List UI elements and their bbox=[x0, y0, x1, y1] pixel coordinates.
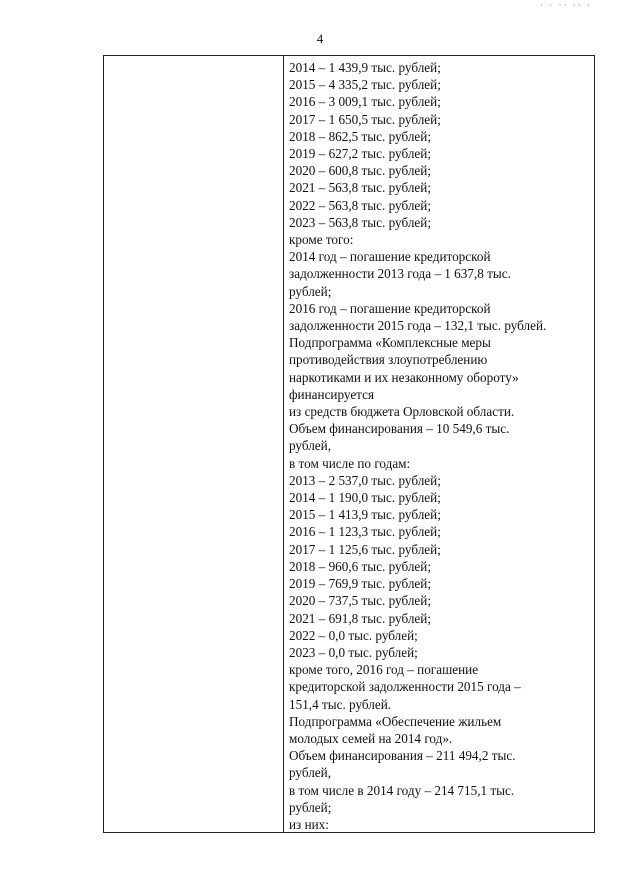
text-line: противодействия злоупотреблению bbox=[289, 352, 488, 368]
text-line: 2019 – 627,2 тыс. рублей; bbox=[289, 146, 431, 162]
text-line: 2021 – 691,8 тыс. рублей; bbox=[289, 610, 431, 626]
text-line: Подпрограмма «Обеспечение жильем bbox=[289, 713, 502, 729]
text-line: кроме того: bbox=[289, 232, 354, 248]
text-line: 2014 год – погашение кредиторской bbox=[289, 249, 491, 265]
text-line: задолженности 2013 года – 1 637,8 тыс. bbox=[289, 266, 511, 282]
text-line: рублей, bbox=[289, 765, 332, 781]
text-line: 2018 – 862,5 тыс. рублей; bbox=[289, 128, 431, 144]
text-line: 2023 – 0,0 тыс. рублей; bbox=[289, 644, 418, 660]
text-line: 2014 – 1 439,9 тыс. рублей; bbox=[289, 60, 441, 75]
text-line: 2015 – 1 413,9 тыс. рублей; bbox=[289, 507, 441, 523]
text-line: 2023 – 563,8 тыс. рублей; bbox=[289, 214, 431, 230]
text-line: 2017 – 1 125,6 тыс. рублей; bbox=[289, 541, 441, 557]
corner-mark: · · ·· ·· · bbox=[540, 0, 592, 10]
text-line: из средств бюджета Орловской области. bbox=[289, 404, 515, 420]
text-line: кредиторской задолженности 2015 года – bbox=[289, 679, 521, 695]
text-line: задолженности 2015 года – 132,1 тыс. рублей. bbox=[289, 318, 547, 334]
text-line: рублей, bbox=[289, 438, 332, 454]
text-line: Подпрограмма «Комплексные меры bbox=[289, 335, 491, 351]
text-line: 2018 – 960,6 тыс. рублей; bbox=[289, 558, 431, 574]
text-line: 2016 год – погашение кредиторской bbox=[289, 300, 491, 316]
text-line: из них: bbox=[289, 816, 329, 832]
text-line: 2020 – 737,5 тыс. рублей; bbox=[289, 593, 431, 609]
text-line: 2016 – 1 123,3 тыс. рублей; bbox=[289, 524, 441, 540]
text-line: 2016 – 3 009,1 тыс. рублей; bbox=[289, 94, 441, 110]
text-line: 2017 – 1 650,5 тыс. рублей; bbox=[289, 111, 441, 127]
text-line: наркотиками и их незаконному обороту» bbox=[289, 369, 519, 385]
text-line: 2022 – 563,8 тыс. рублей; bbox=[289, 197, 431, 213]
text-line: рублей; bbox=[289, 799, 332, 815]
text-line: 2019 – 769,9 тыс. рублей; bbox=[289, 576, 431, 592]
text-line: в том числе в 2014 году – 214 715,1 тыс. bbox=[289, 782, 515, 798]
text-line: 151,4 тыс. рублей. bbox=[289, 696, 392, 712]
text-line: Объем финансирования – 211 494,2 тыс. bbox=[289, 748, 516, 764]
text-line: 2013 – 2 537,0 тыс. рублей; bbox=[289, 472, 441, 488]
text-line: Объем финансирования – 10 549,6 тыс. bbox=[289, 421, 510, 437]
text-line: 2020 – 600,8 тыс. рублей; bbox=[289, 163, 431, 179]
text-line: 2022 – 0,0 тыс. рублей; bbox=[289, 627, 418, 643]
column-divider bbox=[283, 56, 284, 832]
page-number: 4 bbox=[316, 31, 324, 46]
text-line: рублей; bbox=[289, 283, 332, 299]
text-line: кроме того, 2016 год – погашение bbox=[289, 662, 479, 678]
text-line: молодых семей на 2014 год». bbox=[289, 730, 453, 746]
text-line: 2021 – 563,8 тыс. рублей; bbox=[289, 180, 431, 196]
document-table bbox=[103, 55, 595, 833]
text-line: 2015 – 4 335,2 тыс. рублей; bbox=[289, 77, 441, 93]
funding-text-cell bbox=[289, 59, 594, 833]
text-line: 2014 – 1 190,0 тыс. рублей; bbox=[289, 490, 441, 506]
text-line: в том числе по годам: bbox=[289, 455, 411, 471]
text-line: финансируется bbox=[289, 386, 375, 402]
